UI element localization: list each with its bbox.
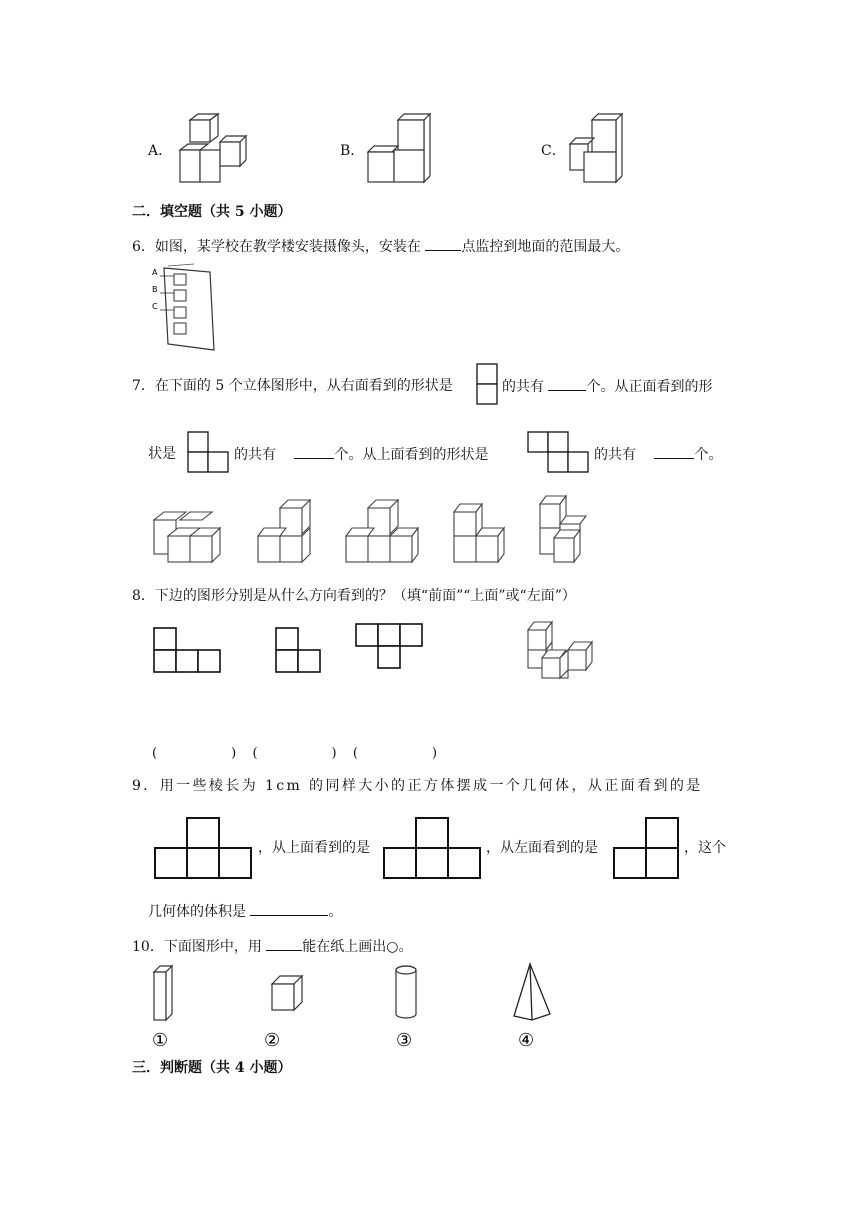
question-10-number: 10． bbox=[132, 939, 164, 955]
option-a-label: A． bbox=[148, 143, 173, 159]
building-camera-figure bbox=[150, 260, 222, 352]
shape-label-1: ① bbox=[152, 1030, 169, 1051]
front-view-figure bbox=[153, 816, 253, 880]
question-10 bbox=[132, 936, 413, 957]
answer-3-close: ) bbox=[431, 746, 438, 761]
question-9-mid-2: ，从左面看到的是 bbox=[486, 840, 598, 856]
view-figure-3 bbox=[354, 622, 426, 670]
solid-2 bbox=[256, 498, 320, 564]
answer-1-open: ( bbox=[152, 746, 158, 761]
question-7-text: 的共有 bbox=[234, 447, 281, 463]
question-7-blank-2[interactable] bbox=[294, 444, 334, 459]
section-2-title: 二．填空题（共 5 小题） bbox=[132, 204, 292, 220]
option-c-figure bbox=[566, 112, 630, 187]
question-10-answer-blank[interactable] bbox=[266, 936, 302, 951]
shape-label-2: ② bbox=[264, 1030, 281, 1051]
question-8-answers bbox=[152, 744, 437, 764]
answer-2-open: ( bbox=[252, 746, 258, 761]
question-6-number: 6． bbox=[132, 239, 155, 255]
answer-3-open: ( bbox=[352, 746, 358, 761]
question-10-text: 能在纸上画出○。 bbox=[302, 939, 413, 955]
view-figure-1 bbox=[152, 626, 224, 674]
answer-2-close: ) bbox=[331, 746, 337, 761]
question-9-text: 用一些棱长为 1cm 的同样大小的正方体摆成一个几何体，从正面看到的是 bbox=[159, 778, 703, 794]
solid-shapes-figure bbox=[146, 962, 556, 1050]
question-7-text: 个。 bbox=[694, 447, 723, 463]
left-view-figure bbox=[612, 816, 680, 880]
question-7-text: 个。从正面看到的形 bbox=[586, 379, 713, 395]
question-6-text-before: 如图，某学校在教学楼安装摄像头，安装在 bbox=[154, 239, 426, 255]
question-7-line-1 bbox=[132, 376, 453, 396]
question-9-mid-1: ，从上面看到的是 bbox=[258, 840, 370, 856]
question-9-answer-blank[interactable] bbox=[250, 901, 328, 916]
option-c-label: C． bbox=[541, 143, 566, 159]
question-7-line-2a: 状是 bbox=[148, 446, 176, 462]
solid-4 bbox=[452, 498, 516, 564]
question-9-number: 9． bbox=[132, 778, 160, 794]
label-a: A bbox=[152, 268, 158, 277]
solid-5 bbox=[536, 494, 596, 564]
shape-label-4: ④ bbox=[518, 1030, 535, 1051]
question-7-text: 的共有 bbox=[502, 379, 549, 395]
option-b-label: B． bbox=[340, 143, 365, 159]
question-8 bbox=[132, 586, 576, 606]
solid-3 bbox=[344, 498, 424, 564]
question-6 bbox=[132, 236, 629, 257]
question-7-number: 7． bbox=[132, 378, 155, 394]
question-8-number: 8． bbox=[132, 588, 155, 604]
top-view-figure bbox=[382, 816, 482, 880]
question-7-text: 的共有 bbox=[594, 447, 641, 463]
label-c: C bbox=[152, 302, 158, 311]
question-7-text: 在下面的 5 个立体图形中，从右面看到的形状是 bbox=[154, 378, 453, 394]
answer-1-close: ) bbox=[231, 746, 237, 761]
question-6-answer-blank[interactable] bbox=[425, 236, 461, 251]
view-figure-2 bbox=[274, 626, 324, 674]
question-7-line-2c bbox=[594, 444, 722, 465]
question-7-text: 个。从上面看到的形状是 bbox=[334, 447, 489, 463]
top-view-shape bbox=[526, 430, 590, 474]
shape-label-3: ③ bbox=[396, 1030, 413, 1051]
cube-stack-figure bbox=[524, 620, 604, 680]
option-b-figure bbox=[366, 112, 438, 187]
section-3-title: 三．判断题（共 4 小题） bbox=[132, 1060, 292, 1076]
right-view-shape bbox=[475, 362, 499, 406]
question-8-text: 下边的图形分别是从什么方向看到的？（填“前面”“上面”或“左面”） bbox=[154, 588, 576, 604]
option-a-figure bbox=[178, 112, 248, 187]
solid-1 bbox=[150, 498, 230, 564]
question-9-text: 几何体的体积是 bbox=[148, 904, 251, 920]
question-9-mid-3: ，这个 bbox=[684, 840, 726, 856]
question-7-line-1-cont bbox=[502, 376, 712, 397]
question-7-blank-3[interactable] bbox=[654, 444, 694, 459]
question-9-line-1 bbox=[132, 776, 703, 796]
question-7-blank-1[interactable] bbox=[548, 376, 586, 391]
question-9-text: 。 bbox=[328, 904, 343, 920]
question-9-line-3 bbox=[148, 901, 342, 922]
question-10-text: 下面图形中，用 bbox=[163, 939, 267, 955]
question-6-text-after: 点监控到地面的范围最大。 bbox=[461, 239, 630, 255]
label-b: B bbox=[152, 285, 158, 294]
front-view-shape bbox=[186, 430, 230, 474]
question-7-line-2b bbox=[234, 444, 488, 465]
